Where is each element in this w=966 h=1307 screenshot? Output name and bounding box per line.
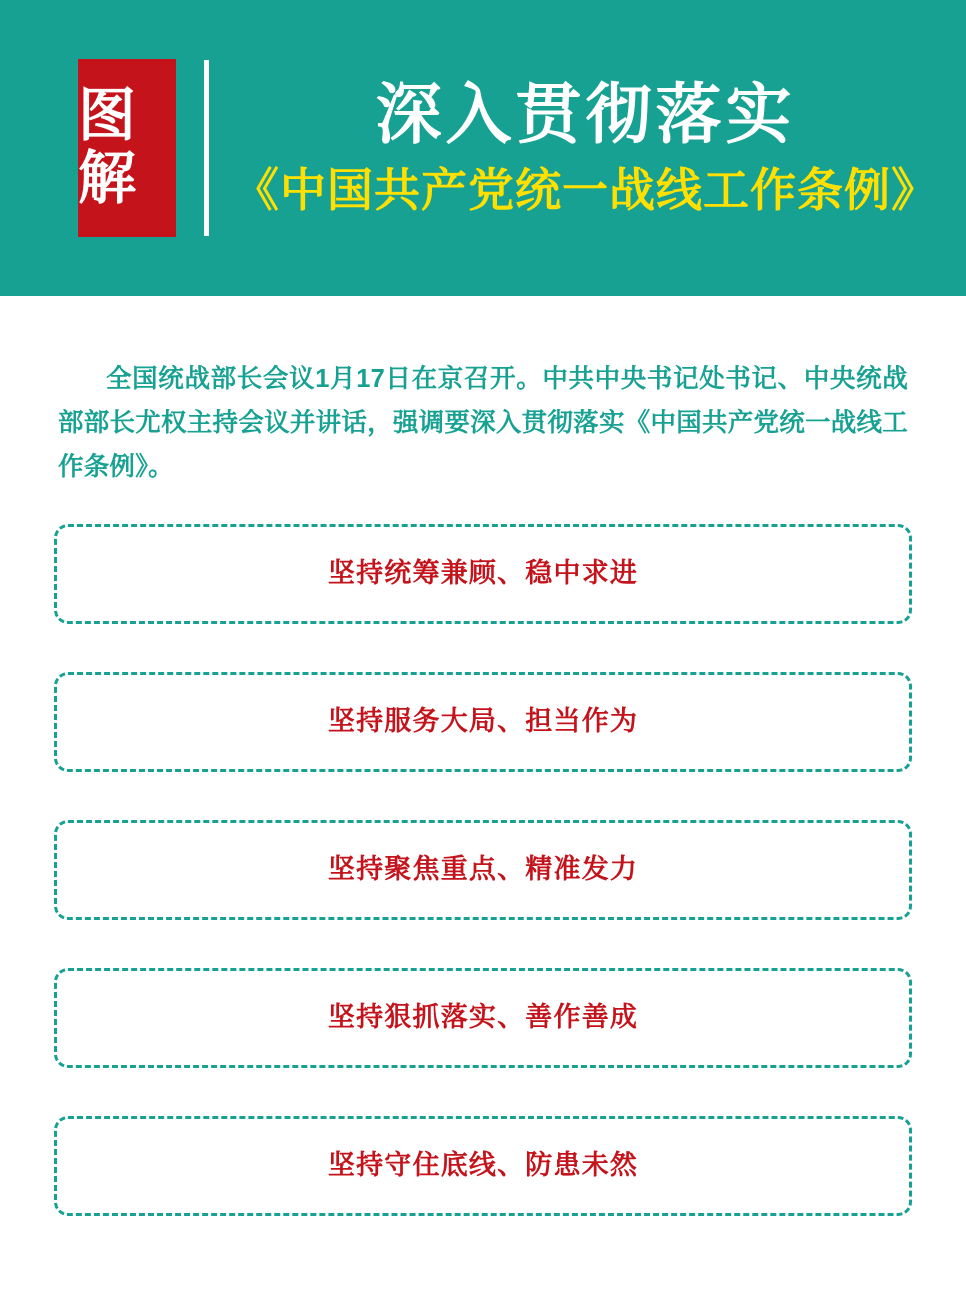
tujie-badge bbox=[78, 59, 176, 237]
list-item-label: 坚持聚焦重点、精准发力 bbox=[327, 854, 639, 885]
intro-paragraph: 全国统战部长会议1月17日在京召开。中共中央书记处书记、中央统战部部长尤权主持会议并讲话，强调要深入贯彻落实《中国共产党统一战线工作条例》。 bbox=[58, 365, 908, 481]
list-item bbox=[54, 820, 912, 920]
banner-title-sub: 《中国共产党统一战线工作条例》 bbox=[233, 164, 938, 217]
banner-title-group bbox=[209, 76, 966, 219]
tujie-badge-label: 图解 bbox=[78, 83, 137, 211]
list-item-label: 坚持服务大局、担当作为 bbox=[327, 706, 639, 737]
list-item-label: 坚持守住底线、防患未然 bbox=[327, 1150, 639, 1181]
list-item bbox=[54, 524, 912, 624]
list-item-label: 坚持统筹兼顾、稳中求进 bbox=[327, 558, 639, 589]
principles-list bbox=[54, 524, 912, 1216]
list-item bbox=[54, 1116, 912, 1216]
list-item-label: 坚持狠抓落实、善作善成 bbox=[327, 1002, 639, 1033]
list-item bbox=[54, 672, 912, 772]
header-banner bbox=[0, 0, 966, 296]
banner-title-main: 深入贯彻落实 bbox=[375, 77, 796, 152]
list-item bbox=[54, 968, 912, 1068]
